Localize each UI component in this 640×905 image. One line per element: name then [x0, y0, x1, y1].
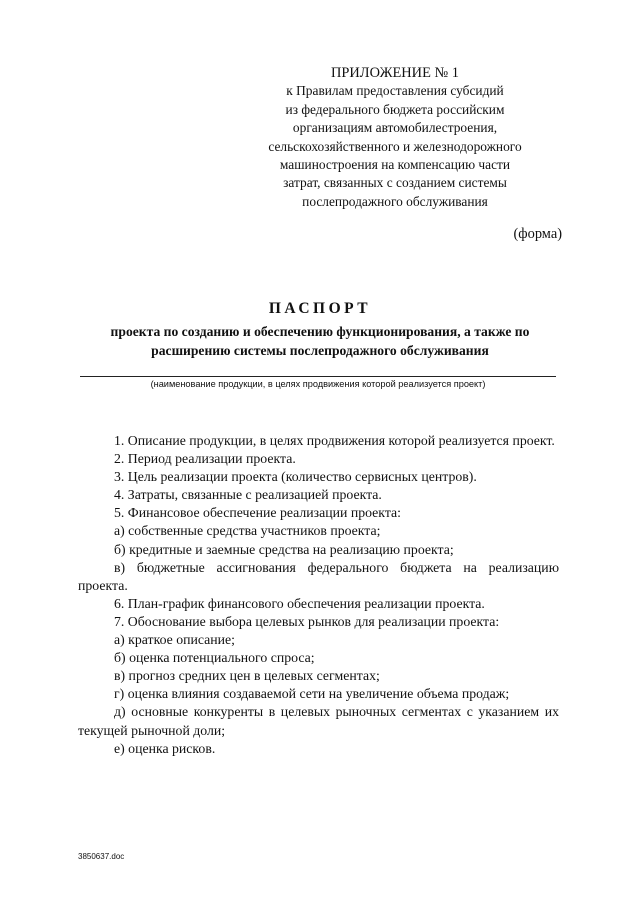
form-label: (форма) — [513, 226, 562, 242]
appendix-block — [228, 64, 562, 211]
list-item: 6. План-график финансового обеспечения реализации проекта. — [114, 595, 485, 611]
product-name-line — [80, 376, 556, 377]
appendix-line: сельскохозяйственного и железнодорожного — [268, 138, 522, 154]
document-subtitle: проекта по созданию и обеспечению функционирования, а также по расширению системы послепродажного обслуживания — [110, 324, 530, 358]
list-item: б) кредитные и заемные средства на реализацию проекта; — [114, 541, 454, 557]
appendix-line: послепродажного обслуживания — [302, 193, 488, 209]
list-item: 2. Период реализации проекта. — [114, 451, 296, 467]
product-name-caption: (наименование продукции, в целях продвижения которой реализуется проект) — [150, 379, 486, 389]
list-item: а) собственные средства участников проекта; — [114, 523, 381, 539]
file-name-footer: 3850637.doc — [78, 852, 125, 861]
list-item: д) основные конкуренты в целевых рыночных сегментах с указанием их текущей рыночной доли; — [78, 704, 559, 738]
list-item: 1. Описание продукции, в целях продвижения которой реализуется проект. — [114, 433, 555, 448]
appendix-line: организациям автомобилестроения, — [292, 120, 498, 136]
appendix-number: ПРИЛОЖЕНИЕ № 1 — [331, 65, 459, 81]
list-item: 4. Затраты, связанные с реализацией проекта. — [114, 487, 382, 503]
list-item: в) бюджетные ассигнования федерального бюджета на реализацию проекта. — [78, 559, 559, 593]
appendix-line: машиностроения на компенсацию части — [279, 157, 511, 173]
appendix-line: затрат, связанных с созданием системы — [283, 175, 507, 191]
list-item: б) оценка потенциального спроса; — [114, 650, 315, 666]
document-title: ПАСПОРТ — [268, 300, 372, 317]
appendix-line: к Правилам предоставления субсидий — [286, 83, 504, 99]
list-item: е) оценка рисков. — [114, 740, 216, 756]
list-item: а) краткое описание; — [114, 632, 236, 648]
appendix-line: из федерального бюджета российским — [285, 101, 505, 117]
list-item: 5. Финансовое обеспечение реализации проекта: — [114, 505, 401, 521]
list-item: г) оценка влияния создаваемой сети на увеличение объема продаж; — [114, 686, 510, 702]
passport-items — [78, 432, 559, 758]
list-item: 7. Обоснование выбора целевых рынков для реализации проекта: — [114, 613, 500, 629]
list-item: в) прогноз средних цен в целевых сегментах; — [114, 668, 380, 684]
list-item: 3. Цель реализации проекта (количество сервисных центров). — [114, 469, 477, 485]
